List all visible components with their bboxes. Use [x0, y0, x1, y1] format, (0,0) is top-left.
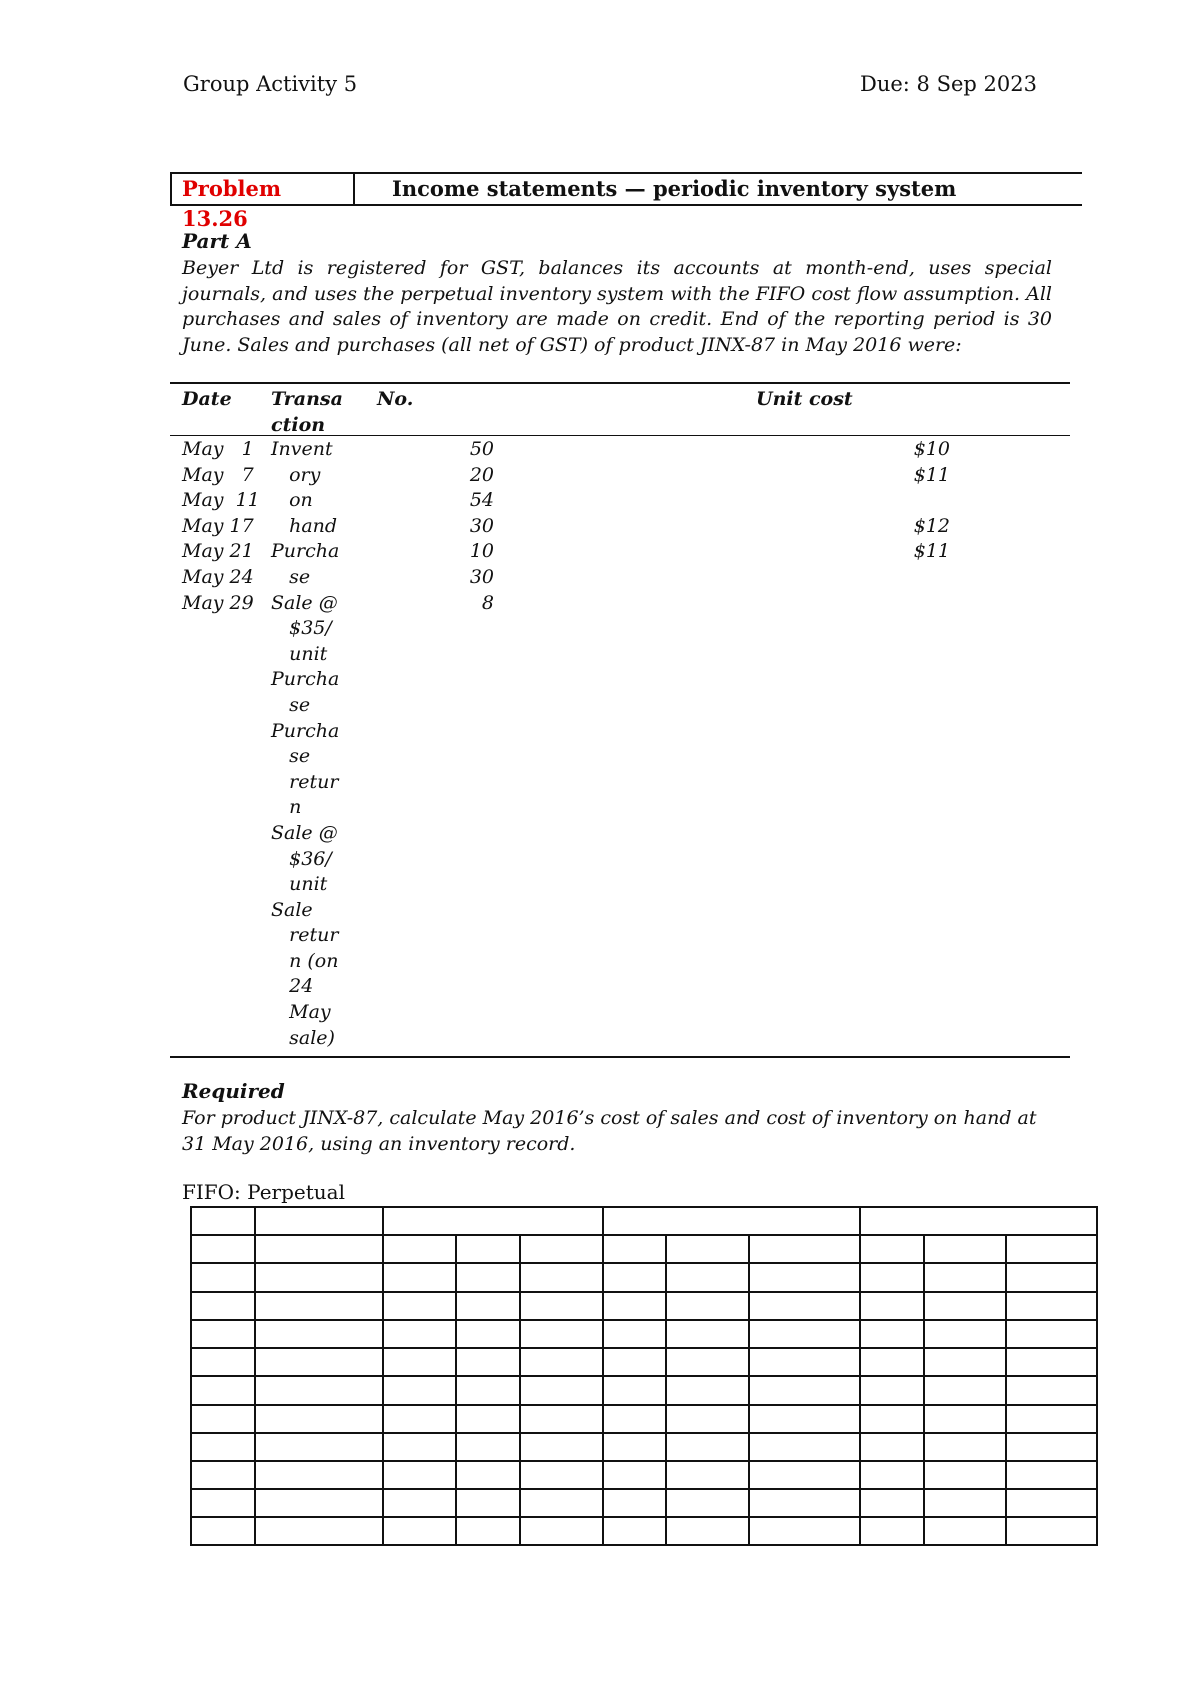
problem-title: Income statements — periodic inventory system [392, 176, 957, 201]
header-title: Group Activity 5 [183, 72, 358, 96]
part-a-intro: Beyer Ltd is registered for GST, balances its accounts at month-end, uses special journals, and uses the perpetual inventory system with the FIFO cost flow assumption. All purchases and sales of inventory are made on credit. End of the reporting period is 30 June. Sales and purchases (all net of GST) of product JINX-87 in May 2016 were: [182, 257, 1052, 356]
unit-cost-column: $10 $11 $12 $11 [913, 438, 950, 563]
transactions-table [170, 382, 1070, 1058]
problem-banner [170, 172, 1082, 231]
header-no: No. [377, 388, 414, 410]
header-unit-cost: Unit cost [756, 388, 853, 410]
part-a-label: Part A [182, 229, 252, 253]
problem-id: Problem 13.26 [170, 174, 355, 204]
grid-lines [190, 1206, 1100, 1548]
fifo-inventory-record-grid [190, 1206, 1100, 1548]
fifo-label: FIFO: Perpetual [182, 1180, 345, 1204]
number-column: 50 20 54 30 10 30 8 [469, 438, 494, 614]
header-due-date: Due: 8 Sep 2023 [860, 72, 1037, 96]
transaction-column: Invent ory on hand Purcha se Sale @ $35/ unit Purcha se Purcha se retur n Sale @ $36/ unit Sale retur n (on 24 May sale) [271, 438, 340, 1049]
header-transaction: Transa ction [271, 388, 343, 436]
date-column: May 1 May 7 May 11 May 17 May 21 May 24 May 29 [182, 438, 260, 614]
required-text: For product JINX-87, calculate May 2016’s cost of sales and cost of inventory on hand at 31 May 2016, using an inventory record. [182, 1107, 1037, 1155]
required-label: Required [182, 1079, 285, 1103]
header-date: Date [182, 388, 232, 410]
table-header-divider [170, 435, 1070, 436]
